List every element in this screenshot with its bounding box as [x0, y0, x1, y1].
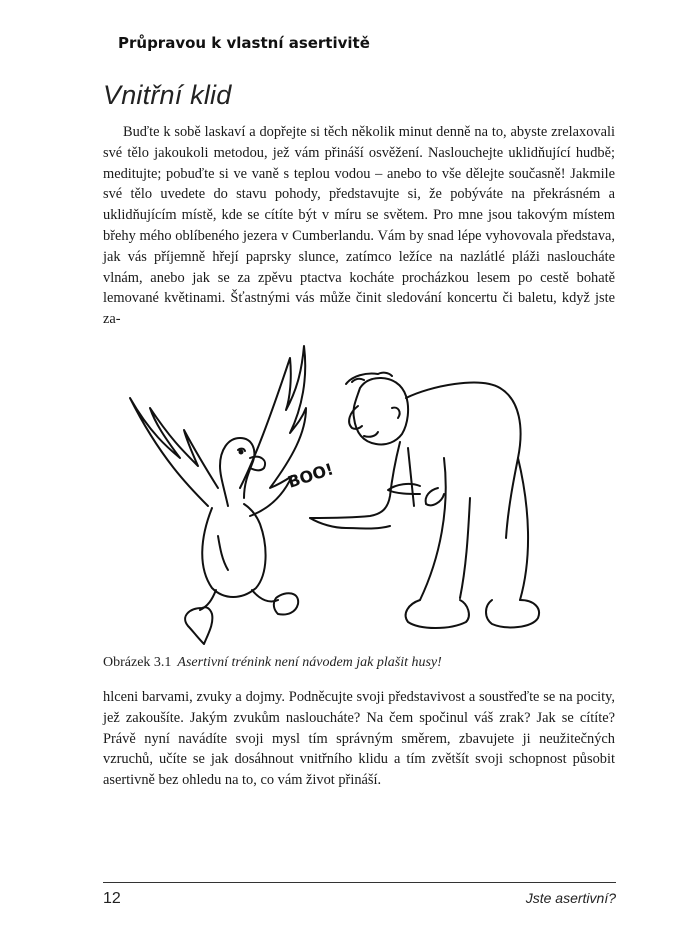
figure-illustration [120, 338, 560, 653]
page-number: 12 [103, 890, 121, 907]
man-drawing [310, 373, 539, 628]
caption-text: Asertivní trénink není návodem jak plašit husy! [177, 655, 442, 670]
footer-divider [103, 882, 616, 883]
section-title: Vnitřní klid [103, 80, 232, 110]
body-paragraph-2: hlceni barvami, zvuky a dojmy. Podněcujte svoji představivost a soustřeďte se na pocity, jež zakoušíte. Jakým zvukům nasloucháte? Na čem spočinul váš zrak? Jak se cítíte? Právě nyní navádíte svoji mysl tím správným směrem, zbavujete ji neužitečných vzruchů, učíte se jak dosáhnout vnitřního klidu a tím zvětšít svoji schopnost působit asertivně bez ohledu na to, co vám život přináší. [103, 689, 615, 789]
running-footer: Jste asertivní? [525, 890, 616, 906]
running-header: Průpravou k vlastní asertivitě [118, 34, 370, 52]
body-paragraph-1: Buďte k sobě laskaví a dopřejte si těch několik minut denně na to, abyste zrelaxovali své tělo jakoukoli metodou, jež vám přináší osvěžení. Naslouchejte uklidňující hudbě; meditujte; pobuďte si ve vaně s teplou vodou – anebo to vše dělejte současně! Jakmile své tělo uvedete do stavu pohody, představujte si, že pobýváte na překrásném a uklidňujícím místě, kde se cítíte být v míru se světem. Pro mne jsou takovým místem břehy mého oblíbeného jezera v Cumberlandu. Vám by snad lépe vyhovovala představa, jak vás příjemně hřejí paprsky slunce, zatímco ležíce na nazlátlé pláži nasloucháte vlnám, anebo jak se za zpěvu ptactva kocháte procházkou lesem po cestě bohatě lemované květinami. Šťastnými vás může činit sledování koncertu či baletu, když jste za- [103, 124, 615, 328]
figure-caption [103, 655, 442, 671]
speech-text: BOO! [285, 459, 336, 492]
caption-label: Obrázek 3.1 [103, 655, 172, 670]
goose-drawing [130, 346, 306, 644]
